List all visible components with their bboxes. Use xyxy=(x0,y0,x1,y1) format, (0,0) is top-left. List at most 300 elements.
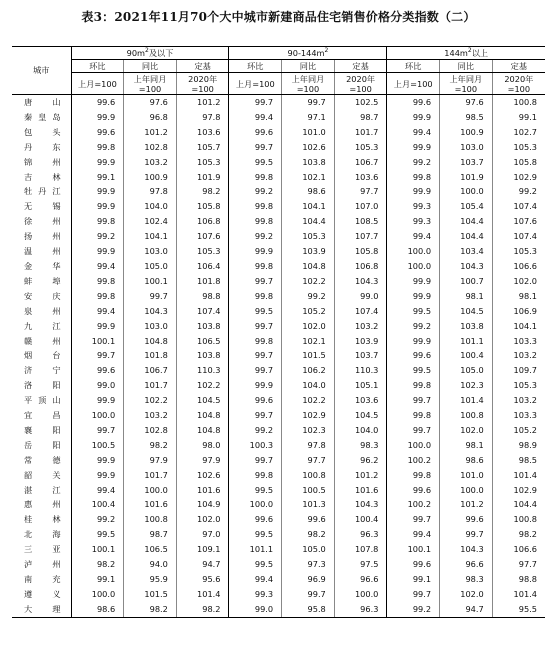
subheader-cell: 环比 xyxy=(387,60,440,73)
index-value: 99.8 xyxy=(229,214,282,229)
table-title: 表3：2021年11月70个大中城市新建商品住宅销售价格分类指数（二） xyxy=(81,10,476,24)
table-row xyxy=(12,95,545,110)
index-value: 102.0 xyxy=(440,423,493,438)
index-value: 105.3 xyxy=(492,140,545,155)
index-value: 99.7 xyxy=(229,453,282,468)
index-value: 96.6 xyxy=(334,572,387,587)
table-row xyxy=(12,453,545,468)
index-value: 94.0 xyxy=(124,557,177,572)
index-value: 100.5 xyxy=(71,438,124,453)
city-name: 烟台 xyxy=(24,350,61,361)
subheader-cell: 定基 xyxy=(492,60,545,73)
index-value: 94.7 xyxy=(176,557,229,572)
group-header-small: $90m^2$及以下 xyxy=(71,47,229,60)
index-value: 99.2 xyxy=(282,289,335,304)
index-value: 102.3 xyxy=(440,378,493,393)
index-value: 99.7 xyxy=(440,527,493,542)
city-name: 扬州 xyxy=(24,231,61,242)
index-value: 102.9 xyxy=(492,170,545,185)
group-header-medium: $90-144m^2$ xyxy=(229,47,387,60)
base-cell: 2020年 =100 xyxy=(176,73,229,95)
index-value: 99.7 xyxy=(387,587,440,602)
index-value: 98.2 xyxy=(176,602,229,617)
index-value: 104.8 xyxy=(176,423,229,438)
table-row xyxy=(12,572,545,587)
index-value: 101.2 xyxy=(176,95,229,110)
city-name: 北海 xyxy=(24,529,61,540)
index-value: 106.2 xyxy=(282,363,335,378)
index-value: 102.6 xyxy=(176,468,229,483)
index-value: 105.0 xyxy=(124,259,177,274)
index-value: 99.7 xyxy=(387,512,440,527)
group-header-large: $144m^2$以上 xyxy=(387,47,545,60)
index-value: 99.8 xyxy=(71,274,124,289)
index-value: 104.5 xyxy=(440,304,493,319)
subheader-cell: 定基 xyxy=(334,60,387,73)
index-value: 99.3 xyxy=(387,199,440,214)
index-value: 99.8 xyxy=(71,140,124,155)
index-value: 96.3 xyxy=(334,602,387,617)
index-value: 99.7 xyxy=(229,348,282,363)
base-cell: 上年同月 =100 xyxy=(282,73,335,95)
index-value: 99.9 xyxy=(71,453,124,468)
index-value: 98.2 xyxy=(176,184,229,199)
index-value: 98.8 xyxy=(492,572,545,587)
index-value: 100.2 xyxy=(387,497,440,512)
index-value: 96.2 xyxy=(334,453,387,468)
index-value: 105.3 xyxy=(176,244,229,259)
index-value: 99.0 xyxy=(71,378,124,393)
index-value: 97.1 xyxy=(282,110,335,125)
index-value: 98.7 xyxy=(124,527,177,542)
index-value: 99.1 xyxy=(387,572,440,587)
index-value: 99.4 xyxy=(387,229,440,244)
index-value: 102.8 xyxy=(124,423,177,438)
index-value: 108.5 xyxy=(334,214,387,229)
index-value: 99.9 xyxy=(387,110,440,125)
index-value: 104.8 xyxy=(282,259,335,274)
index-value: 102.0 xyxy=(176,512,229,527)
index-value: 99.9 xyxy=(71,468,124,483)
index-value: 102.2 xyxy=(282,274,335,289)
index-value: 99.9 xyxy=(71,199,124,214)
table-row xyxy=(12,199,545,214)
base-cell: 上月=100 xyxy=(71,73,124,95)
index-value: 103.9 xyxy=(282,244,335,259)
index-value: 99.4 xyxy=(71,304,124,319)
index-value: 104.1 xyxy=(282,199,335,214)
index-value: 107.4 xyxy=(176,304,229,319)
index-value: 104.9 xyxy=(176,497,229,512)
index-value: 100.8 xyxy=(492,512,545,527)
index-value: 102.7 xyxy=(492,125,545,140)
index-value: 99.3 xyxy=(229,587,282,602)
index-value: 99.6 xyxy=(282,512,335,527)
index-value: 98.7 xyxy=(334,110,387,125)
index-value: 102.4 xyxy=(124,214,177,229)
index-value: 97.8 xyxy=(282,438,335,453)
index-value: 98.3 xyxy=(334,438,387,453)
index-value: 100.4 xyxy=(440,348,493,363)
base-cell: 上年同月 =100 xyxy=(440,73,493,95)
table-row xyxy=(12,229,545,244)
table-row xyxy=(12,483,545,498)
index-value: 104.3 xyxy=(440,542,493,557)
index-value: 100.0 xyxy=(387,438,440,453)
subheader-cell: 环比 xyxy=(71,60,124,73)
index-value: 102.8 xyxy=(124,140,177,155)
index-value: 105.3 xyxy=(334,140,387,155)
index-value: 99.8 xyxy=(229,199,282,214)
index-value: 98.1 xyxy=(440,289,493,304)
index-value: 97.6 xyxy=(124,95,177,110)
table-row xyxy=(12,438,545,453)
city-name: 徐州 xyxy=(24,216,61,227)
index-value: 100.7 xyxy=(440,274,493,289)
index-value: 100.0 xyxy=(387,259,440,274)
index-value: 98.5 xyxy=(492,453,545,468)
city-name: 宜昌 xyxy=(24,410,61,421)
index-value: 105.8 xyxy=(176,199,229,214)
base-cell: 上月=100 xyxy=(229,73,282,95)
index-value: 99.2 xyxy=(229,423,282,438)
index-value: 99.3 xyxy=(387,214,440,229)
index-value: 99.7 xyxy=(229,140,282,155)
index-value: 98.2 xyxy=(124,438,177,453)
index-value: 101.7 xyxy=(124,378,177,393)
index-value: 98.2 xyxy=(71,557,124,572)
city-name: 温州 xyxy=(24,246,61,257)
index-value: 98.2 xyxy=(124,602,177,617)
table-row xyxy=(12,110,545,125)
index-value: 99.9 xyxy=(71,393,124,408)
index-value: 100.8 xyxy=(440,408,493,423)
index-value: 99.1 xyxy=(492,110,545,125)
index-value: 99.5 xyxy=(229,557,282,572)
index-value: 99.9 xyxy=(229,378,282,393)
index-value: 98.3 xyxy=(440,572,493,587)
index-value: 103.8 xyxy=(282,155,335,170)
subheader-cell: 环比 xyxy=(229,60,282,73)
subheader-cell: 同比 xyxy=(440,60,493,73)
index-value: 96.6 xyxy=(440,557,493,572)
index-value: 99.8 xyxy=(387,378,440,393)
index-value: 99.2 xyxy=(492,184,545,199)
index-value: 99.5 xyxy=(229,155,282,170)
index-value: 103.6 xyxy=(334,393,387,408)
index-value: 102.2 xyxy=(176,378,229,393)
index-value: 104.3 xyxy=(334,497,387,512)
index-value: 99.7 xyxy=(229,95,282,110)
index-value: 100.0 xyxy=(334,587,387,602)
index-value: 102.0 xyxy=(440,587,493,602)
index-value: 103.8 xyxy=(440,319,493,334)
index-value: 101.0 xyxy=(282,125,335,140)
index-value: 105.3 xyxy=(492,378,545,393)
index-value: 100.0 xyxy=(387,244,440,259)
index-value: 100.5 xyxy=(282,483,335,498)
index-value: 109.1 xyxy=(176,542,229,557)
table-row xyxy=(12,214,545,229)
index-value: 107.7 xyxy=(334,229,387,244)
index-value: 99.8 xyxy=(229,259,282,274)
city-name: 泉州 xyxy=(24,305,61,316)
index-value: 98.6 xyxy=(71,602,124,617)
index-value: 99.9 xyxy=(71,319,124,334)
index-value: 100.4 xyxy=(71,497,124,512)
city-column-header: 城市 xyxy=(12,47,71,95)
index-value: 99.7 xyxy=(71,423,124,438)
index-value: 103.7 xyxy=(334,348,387,363)
index-value: 107.4 xyxy=(492,229,545,244)
index-value: 101.7 xyxy=(124,468,177,483)
index-value: 107.0 xyxy=(334,199,387,214)
table-row xyxy=(12,304,545,319)
index-value: 99.6 xyxy=(440,512,493,527)
city-name: 无锡 xyxy=(24,201,61,212)
index-value: 102.2 xyxy=(124,393,177,408)
index-value: 100.0 xyxy=(440,184,493,199)
index-value: 97.8 xyxy=(176,110,229,125)
table-row xyxy=(12,393,545,408)
table-row xyxy=(12,140,545,155)
index-value: 106.6 xyxy=(492,542,545,557)
index-value: 102.2 xyxy=(282,393,335,408)
index-value: 99.6 xyxy=(387,483,440,498)
index-value: 106.7 xyxy=(124,363,177,378)
table-row xyxy=(12,363,545,378)
city-name: 惠州 xyxy=(24,499,61,510)
index-value: 99.7 xyxy=(387,423,440,438)
index-value: 98.8 xyxy=(176,289,229,304)
base-cell: 2020年 =100 xyxy=(492,73,545,95)
index-value: 106.9 xyxy=(492,304,545,319)
table-row xyxy=(12,155,545,170)
index-value: 102.9 xyxy=(282,408,335,423)
index-value: 99.1 xyxy=(71,572,124,587)
city-name: 岳阳 xyxy=(24,439,61,450)
table-row xyxy=(12,259,545,274)
index-value: 99.7 xyxy=(282,587,335,602)
table-body xyxy=(12,95,545,618)
index-value: 99.6 xyxy=(229,393,282,408)
index-value: 99.7 xyxy=(229,319,282,334)
index-value: 99.0 xyxy=(334,289,387,304)
index-value: 99.2 xyxy=(229,184,282,199)
index-value: 105.8 xyxy=(334,244,387,259)
index-value: 97.9 xyxy=(124,453,177,468)
index-value: 99.8 xyxy=(387,170,440,185)
city-name: 桂林 xyxy=(24,514,61,525)
index-value: 103.2 xyxy=(124,408,177,423)
index-value: 110.3 xyxy=(176,363,229,378)
index-value: 100.1 xyxy=(387,542,440,557)
index-value: 101.3 xyxy=(282,497,335,512)
index-value: 103.2 xyxy=(124,155,177,170)
index-value: 98.2 xyxy=(282,527,335,542)
index-value: 99.2 xyxy=(229,229,282,244)
index-value: 101.2 xyxy=(440,497,493,512)
index-value: 97.0 xyxy=(176,527,229,542)
subheader-cell: 同比 xyxy=(282,60,335,73)
table-row xyxy=(12,587,545,602)
city-name: 丹东 xyxy=(24,141,61,152)
index-value: 96.3 xyxy=(334,527,387,542)
index-value: 100.2 xyxy=(387,453,440,468)
index-value: 103.8 xyxy=(176,319,229,334)
index-value: 99.9 xyxy=(387,274,440,289)
index-value: 95.5 xyxy=(492,602,545,617)
index-value: 102.9 xyxy=(492,483,545,498)
index-value: 97.7 xyxy=(334,184,387,199)
index-value: 101.7 xyxy=(334,125,387,140)
city-name: 湛江 xyxy=(24,484,61,495)
index-value: 101.8 xyxy=(124,348,177,363)
index-value: 102.1 xyxy=(282,170,335,185)
table-row xyxy=(12,602,545,617)
base-cell: 上月=100 xyxy=(387,73,440,95)
index-value: 105.3 xyxy=(282,229,335,244)
table-row xyxy=(12,423,545,438)
index-value: 102.5 xyxy=(334,95,387,110)
index-value: 99.7 xyxy=(124,289,177,304)
index-value: 100.1 xyxy=(71,542,124,557)
index-value: 98.2 xyxy=(492,527,545,542)
table-header xyxy=(12,47,545,95)
table-row xyxy=(12,468,545,483)
index-value: 103.8 xyxy=(176,348,229,363)
index-value: 98.6 xyxy=(282,184,335,199)
index-value: 101.9 xyxy=(440,170,493,185)
index-value: 99.2 xyxy=(71,512,124,527)
index-value: 104.1 xyxy=(492,319,545,334)
index-value: 103.6 xyxy=(334,170,387,185)
index-value: 99.7 xyxy=(229,408,282,423)
city-name: 吉林 xyxy=(24,171,61,182)
index-value: 99.6 xyxy=(387,95,440,110)
index-value: 102.3 xyxy=(282,423,335,438)
index-value: 107.4 xyxy=(492,199,545,214)
index-value: 107.8 xyxy=(334,542,387,557)
index-value: 103.2 xyxy=(492,393,545,408)
index-value: 110.3 xyxy=(334,363,387,378)
index-value: 99.4 xyxy=(229,572,282,587)
index-value: 106.5 xyxy=(124,542,177,557)
index-value: 103.2 xyxy=(334,319,387,334)
index-value: 99.5 xyxy=(387,363,440,378)
index-value: 99.8 xyxy=(387,468,440,483)
index-value: 99.6 xyxy=(229,125,282,140)
city-name: 安庆 xyxy=(24,290,61,301)
index-value: 105.0 xyxy=(440,363,493,378)
index-value: 101.2 xyxy=(124,125,177,140)
city-name: 包头 xyxy=(24,126,61,137)
index-value: 103.3 xyxy=(492,334,545,349)
index-value: 96.8 xyxy=(124,110,177,125)
table-row xyxy=(12,542,545,557)
index-value: 105.0 xyxy=(282,542,335,557)
index-value: 100.9 xyxy=(124,170,177,185)
index-value: 104.3 xyxy=(334,274,387,289)
index-value: 103.0 xyxy=(124,319,177,334)
index-value: 106.5 xyxy=(176,334,229,349)
index-value: 99.7 xyxy=(229,274,282,289)
index-value: 99.9 xyxy=(71,155,124,170)
index-value: 103.3 xyxy=(492,408,545,423)
index-value: 107.4 xyxy=(334,304,387,319)
index-value: 105.3 xyxy=(492,244,545,259)
city-name: 锦州 xyxy=(24,156,61,167)
index-value: 104.8 xyxy=(176,408,229,423)
index-value: 100.0 xyxy=(124,483,177,498)
index-value: 104.5 xyxy=(176,393,229,408)
index-value: 99.5 xyxy=(387,304,440,319)
index-value: 99.6 xyxy=(387,348,440,363)
subheader-row xyxy=(12,60,545,73)
index-value: 101.0 xyxy=(440,468,493,483)
index-value: 105.2 xyxy=(492,423,545,438)
table-row xyxy=(12,378,545,393)
index-value: 101.8 xyxy=(176,274,229,289)
index-value: 100.3 xyxy=(229,438,282,453)
index-value: 99.8 xyxy=(229,289,282,304)
city-name: 三亚 xyxy=(24,544,61,555)
city-name: 韶关 xyxy=(24,469,61,480)
index-value: 102.6 xyxy=(282,140,335,155)
index-value: 105.4 xyxy=(440,199,493,214)
price-index-table xyxy=(12,46,545,618)
index-value: 98.6 xyxy=(440,453,493,468)
index-value: 106.4 xyxy=(176,259,229,274)
index-value: 99.6 xyxy=(229,512,282,527)
table-row xyxy=(12,527,545,542)
index-value: 100.0 xyxy=(71,587,124,602)
index-value: 106.8 xyxy=(176,214,229,229)
index-value: 98.1 xyxy=(440,438,493,453)
index-value: 97.7 xyxy=(492,557,545,572)
index-value: 104.8 xyxy=(124,334,177,349)
index-value: 99.4 xyxy=(71,259,124,274)
index-value: 101.4 xyxy=(440,393,493,408)
index-value: 99.9 xyxy=(387,140,440,155)
index-value: 101.6 xyxy=(176,483,229,498)
index-value: 95.8 xyxy=(282,602,335,617)
index-value: 99.8 xyxy=(229,468,282,483)
subheader-cell: 定基 xyxy=(176,60,229,73)
index-value: 99.7 xyxy=(71,348,124,363)
city-name: 蚌埠 xyxy=(24,275,61,286)
index-value: 98.5 xyxy=(440,110,493,125)
index-value: 104.4 xyxy=(440,229,493,244)
index-value: 100.9 xyxy=(440,125,493,140)
index-value: 99.9 xyxy=(387,334,440,349)
index-value: 97.3 xyxy=(282,557,335,572)
index-value: 100.0 xyxy=(71,408,124,423)
table-row xyxy=(12,497,545,512)
index-value: 96.9 xyxy=(282,572,335,587)
index-value: 99.9 xyxy=(71,244,124,259)
table-row xyxy=(12,319,545,334)
index-value: 99.4 xyxy=(387,527,440,542)
index-value: 99.9 xyxy=(387,289,440,304)
index-value: 99.2 xyxy=(387,155,440,170)
city-name: 秦皇岛 xyxy=(24,111,61,122)
index-value: 101.6 xyxy=(124,497,177,512)
index-value: 99.2 xyxy=(387,602,440,617)
index-value: 100.4 xyxy=(334,512,387,527)
index-value: 99.7 xyxy=(282,95,335,110)
table-row xyxy=(12,125,545,140)
